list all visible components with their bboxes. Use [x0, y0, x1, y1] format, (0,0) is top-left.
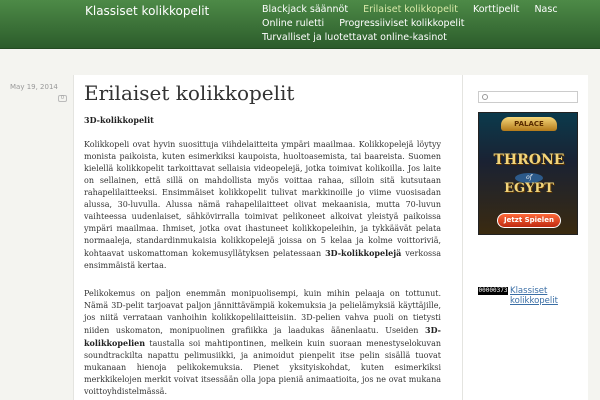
page-body	[0, 50, 600, 400]
post-paragraph-1	[84, 139, 441, 272]
nav-item-blackjack[interactable]: Blackjack säännöt	[262, 4, 349, 15]
post-subtitle: 3D-kolikkopelit	[84, 115, 154, 125]
nav-row-2	[262, 18, 476, 29]
banner-egypt-text: EGYPT	[504, 181, 554, 196]
nav-item-progressiiviset[interactable]: Progressiiviset kolikkopelit	[339, 18, 465, 29]
hit-counter: 00000373	[478, 287, 508, 294]
nav-item-nasc[interactable]: Nasc	[534, 4, 558, 15]
paragraph-bold-text: 3D-kolikkopelejä	[325, 248, 402, 258]
nav-row-1	[262, 4, 570, 15]
post-paragraph-2	[84, 288, 441, 398]
paragraph-text: Kolikkopeli ovat hyvin suosittuja viihdelaitteita ympäri maailmaa. Kolikkopelejä löytyy monista paikoista, kuten esimerkiksi kaupoista, huoltoasemista, tai baareista. Suomen kielellä kolikkopelit tarkoittavat sellaisia videopelejä, jotka toimivat kolikoilla. Jos laite on sellainen, että sillä on mahdollista myös voittaa rahaa, silloin sitä kutsutaan rahapelilaitteeksi. Ensimmäiset kolikkopelit tulivat markkinoille jo viime vuosisadan alussa, 30-luvulla. Alussa nämä rahapelilaitteet olivat mekaanisia, mutta 70-luvun vaihteessa uudenlaiset, sähkövirralla toimivat pelikoneet alkoivat yleistyä paikoissa ympäri maailmaa. Ihmiset, jotka ovat ihastuneet kolikkopeleihin, ja tykkäävät pelata normaaleja, standardinmukaisia kolikkopelejä joissa on 5 kelaa ja kolme voittoriviä, kohtaavat uskomattoman kokemusyllätyksen pelatessaan	[84, 140, 441, 258]
sidebar-link-klassiset[interactable]: Klassiset kolikkopelit	[510, 286, 558, 306]
paragraph-bold-text: 3D-kolikkopelien	[84, 325, 441, 348]
nav-item-korttipelit[interactable]: Korttipelit	[472, 4, 520, 15]
banner-play-button[interactable]: Jetzt Spielen	[497, 213, 561, 228]
post-title: Erilaiset kolikkopelit	[84, 81, 295, 105]
site-header	[0, 0, 600, 49]
comment-count-icon[interactable]: 0	[58, 95, 67, 102]
search-input[interactable]	[478, 91, 578, 103]
casino-banner-ad[interactable]	[478, 112, 578, 235]
nav-row-3	[262, 32, 459, 43]
banner-throne-text: THRONE	[493, 152, 565, 168]
nav-item-ruletti[interactable]: Online ruletti	[262, 18, 325, 29]
nav-item-erilaiset[interactable]: Erilaiset kolikkopelit	[363, 4, 458, 15]
banner-palace-logo: PALACE	[501, 117, 557, 131]
site-title-link[interactable]: Klassiset kolikkopelit	[85, 4, 210, 18]
banner-of-text: of	[515, 173, 543, 183]
paragraph-text: taustalla soi mahtipontinen, melkein kuin suoraan menestyselokuvan soundtrackilta napattu pelimusiikki, ja animoidut pienpelit itse pelin sisällä tuovat mukanaan hienoja pelikokemuksia. Pienet yksityiskohdat, kuten esimerkiksi merkkikelojen merkit voivat itsessään olla jopa pieniä animaatioita, jos ne ovat mukana voittoyhdistelmässä.	[84, 339, 441, 396]
paragraph-text: verkossa ensimmäistä kertaa.	[84, 249, 441, 270]
search-icon	[482, 94, 488, 100]
post-date: May 19, 2014	[10, 83, 58, 91]
paragraph-text: Pelikokemus on paljon enemmän monipuolisempi, kuin mihin pelaaja on tottunut. Nämä 3D-pelit tarjoavat paljon jännittävämpiä kokemuksia ja pelielämyksiä käyttäjille, jos niitä verrataan vanhoihin kolikkopelilaitteisiin. 3D-pelien vahva puoli on tietysti niiden uskomaton, monipuolinen grafiikka ja laadukas äänenlaatu. Useiden	[84, 289, 441, 335]
nav-item-kasinot[interactable]: Turvalliset ja luotettavat online-kasinot	[262, 32, 447, 43]
